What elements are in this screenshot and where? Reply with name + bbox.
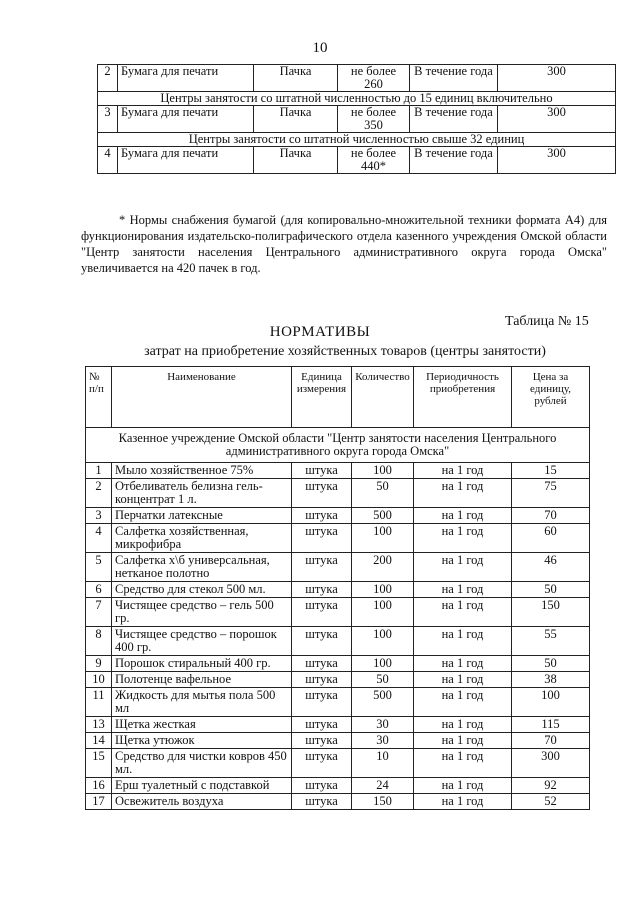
- header-period: Периодичность приобретения: [414, 367, 512, 428]
- item-unit: Пачка: [254, 65, 338, 92]
- row-number: 15: [86, 749, 112, 778]
- item-name: Освежитель воздуха: [112, 794, 292, 810]
- item-unit: штука: [292, 778, 352, 794]
- row-number: 7: [86, 598, 112, 627]
- table-row: [86, 627, 590, 656]
- item-qty: 30: [352, 717, 414, 733]
- item-unit: штука: [292, 794, 352, 810]
- table-row: [86, 598, 590, 627]
- table-row: [86, 717, 590, 733]
- item-price: 55: [512, 627, 590, 656]
- item-period: на 1 год: [414, 794, 512, 810]
- household-goods-body: [86, 428, 590, 810]
- paper-norms-body: [98, 65, 616, 174]
- item-period: на 1 год: [414, 656, 512, 672]
- item-unit: Пачка: [254, 106, 338, 133]
- item-price: 300: [498, 106, 616, 133]
- table-row: [86, 582, 590, 598]
- item-qty: не более 350: [338, 106, 410, 133]
- item-unit: штука: [292, 582, 352, 598]
- item-name: Ерш туалетный с подставкой: [112, 778, 292, 794]
- item-period: В течение года: [410, 106, 498, 133]
- row-number: 5: [86, 553, 112, 582]
- footnote: * Нормы снабжения бумагой (для копировально-множительной техники формата А4) для функционирования издательско-полиграфического отдела казенного учреждения Омской области "Центр занятости населения Центрального административного округа города Омска" увеличивается на 420 пачек в год.: [81, 213, 607, 275]
- item-period: на 1 год: [414, 598, 512, 627]
- table-row: [86, 656, 590, 672]
- item-qty: 100: [352, 656, 414, 672]
- group-label: Центры занятости со штатной численностью до 15 единиц включительно: [98, 92, 616, 106]
- item-qty: не более 440*: [338, 147, 410, 174]
- org-name: Казенное учреждение Омской области "Центр занятости населения Центрального административного округа города Омска": [86, 428, 590, 463]
- row-number: 3: [86, 508, 112, 524]
- item-unit: штука: [292, 672, 352, 688]
- header-name: Наименование: [112, 367, 292, 428]
- table-row: [86, 672, 590, 688]
- item-name: Перчатки латексные: [112, 508, 292, 524]
- item-price: 50: [512, 582, 590, 598]
- item-qty: 30: [352, 733, 414, 749]
- item-qty: 50: [352, 479, 414, 508]
- item-price: 115: [512, 717, 590, 733]
- item-qty: 500: [352, 688, 414, 717]
- item-qty: 500: [352, 508, 414, 524]
- item-price: 46: [512, 553, 590, 582]
- table-row: [98, 106, 616, 133]
- item-period: на 1 год: [414, 717, 512, 733]
- section-subtitle: затрат на приобретение хозяйственных товаров (центры занятости): [144, 344, 546, 359]
- row-number: 2: [86, 479, 112, 508]
- household-goods-table: [85, 366, 590, 810]
- item-period: на 1 год: [414, 479, 512, 508]
- item-name: Салфетка х\б универсальная, нетканое полотно: [112, 553, 292, 582]
- item-period: на 1 год: [414, 733, 512, 749]
- item-period: на 1 год: [414, 582, 512, 598]
- table-row: [86, 688, 590, 717]
- item-price: 50: [512, 656, 590, 672]
- item-qty: 100: [352, 627, 414, 656]
- item-unit: штука: [292, 508, 352, 524]
- item-name: Мыло хозяйственное 75%: [112, 463, 292, 479]
- item-qty: 50: [352, 672, 414, 688]
- item-name: Отбеливатель белизна гель-концентрат 1 л.: [112, 479, 292, 508]
- header-unit: Единица измерения: [292, 367, 352, 428]
- item-qty: 100: [352, 598, 414, 627]
- table-row: [86, 479, 590, 508]
- row-number: 6: [86, 582, 112, 598]
- item-price: 70: [512, 508, 590, 524]
- table-label: Таблица № 15: [505, 314, 589, 329]
- item-price: 300: [498, 147, 616, 174]
- item-qty: 24: [352, 778, 414, 794]
- item-price: 92: [512, 778, 590, 794]
- table-row: [86, 733, 590, 749]
- item-unit: штука: [292, 733, 352, 749]
- item-price: 38: [512, 672, 590, 688]
- item-unit: штука: [292, 553, 352, 582]
- item-period: на 1 год: [414, 672, 512, 688]
- header-price: Цена за единицу, рублей: [512, 367, 590, 428]
- item-qty: 150: [352, 794, 414, 810]
- item-price: 60: [512, 524, 590, 553]
- table-row: [86, 524, 590, 553]
- item-name: Салфетка хозяйственная, микрофибра: [112, 524, 292, 553]
- item-qty: 100: [352, 582, 414, 598]
- item-name: Порошок стиральный 400 гр.: [112, 656, 292, 672]
- org-row: [86, 428, 590, 463]
- item-period: на 1 год: [414, 463, 512, 479]
- row-number: 3: [98, 106, 118, 133]
- item-qty: 200: [352, 553, 414, 582]
- item-price: 75: [512, 479, 590, 508]
- item-name: Полотенце вафельное: [112, 672, 292, 688]
- item-price: 70: [512, 733, 590, 749]
- item-period: на 1 год: [414, 553, 512, 582]
- table-row: [86, 463, 590, 479]
- item-period: В течение года: [410, 65, 498, 92]
- row-number: 10: [86, 672, 112, 688]
- row-number: 1: [86, 463, 112, 479]
- page-number: 10: [312, 40, 328, 56]
- item-period: на 1 год: [414, 749, 512, 778]
- item-qty: 10: [352, 749, 414, 778]
- row-number: 8: [86, 627, 112, 656]
- item-unit: штука: [292, 627, 352, 656]
- item-period: на 1 год: [414, 778, 512, 794]
- row-number: 4: [98, 147, 118, 174]
- row-number: 14: [86, 733, 112, 749]
- item-unit: штука: [292, 688, 352, 717]
- item-unit: Пачка: [254, 147, 338, 174]
- item-price: 15: [512, 463, 590, 479]
- group-label: Центры занятости со штатной численностью свыше 32 единиц: [98, 133, 616, 147]
- row-number: 16: [86, 778, 112, 794]
- table-row: [98, 147, 616, 174]
- header-qty: Количество: [352, 367, 414, 428]
- item-price: 150: [512, 598, 590, 627]
- table-row: [86, 508, 590, 524]
- item-unit: штука: [292, 479, 352, 508]
- item-qty: не более 260: [338, 65, 410, 92]
- item-name: Средство для чистки ковров 450 мл.: [112, 749, 292, 778]
- row-number: 13: [86, 717, 112, 733]
- item-name: Жидкость для мытья пола 500 мл: [112, 688, 292, 717]
- item-unit: штука: [292, 656, 352, 672]
- row-number: 2: [98, 65, 118, 92]
- item-unit: штука: [292, 598, 352, 627]
- item-period: на 1 год: [414, 688, 512, 717]
- item-price: 52: [512, 794, 590, 810]
- table-row: [86, 778, 590, 794]
- item-unit: штука: [292, 463, 352, 479]
- item-name: Бумага для печати: [118, 147, 254, 174]
- item-period: на 1 год: [414, 627, 512, 656]
- item-price: 300: [498, 65, 616, 92]
- item-name: Чистящее средство – гель 500 гр.: [112, 598, 292, 627]
- item-name: Бумага для печати: [118, 65, 254, 92]
- item-name: Бумага для печати: [118, 106, 254, 133]
- item-qty: 100: [352, 524, 414, 553]
- item-unit: штука: [292, 717, 352, 733]
- row-number: 4: [86, 524, 112, 553]
- group-row: [98, 92, 616, 106]
- item-name: Щетка утюжок: [112, 733, 292, 749]
- item-name: Чистящее средство – порошок 400 гр.: [112, 627, 292, 656]
- item-unit: штука: [292, 749, 352, 778]
- item-name: Щетка жесткая: [112, 717, 292, 733]
- table-header-row: [86, 367, 590, 428]
- item-price: 300: [512, 749, 590, 778]
- row-number: 9: [86, 656, 112, 672]
- item-qty: 100: [352, 463, 414, 479]
- row-number: 17: [86, 794, 112, 810]
- table-row: [98, 65, 616, 92]
- table-row: [86, 749, 590, 778]
- item-period: на 1 год: [414, 508, 512, 524]
- section-title: НОРМАТИВЫ: [269, 324, 371, 340]
- item-unit: штука: [292, 524, 352, 553]
- item-price: 100: [512, 688, 590, 717]
- paper-norms-table: [97, 64, 616, 174]
- row-number: 11: [86, 688, 112, 717]
- table-row: [86, 794, 590, 810]
- group-row: [98, 133, 616, 147]
- item-period: В течение года: [410, 147, 498, 174]
- item-period: на 1 год: [414, 524, 512, 553]
- item-name: Средство для стекол 500 мл.: [112, 582, 292, 598]
- header-num: № п/п: [86, 367, 112, 428]
- table-row: [86, 553, 590, 582]
